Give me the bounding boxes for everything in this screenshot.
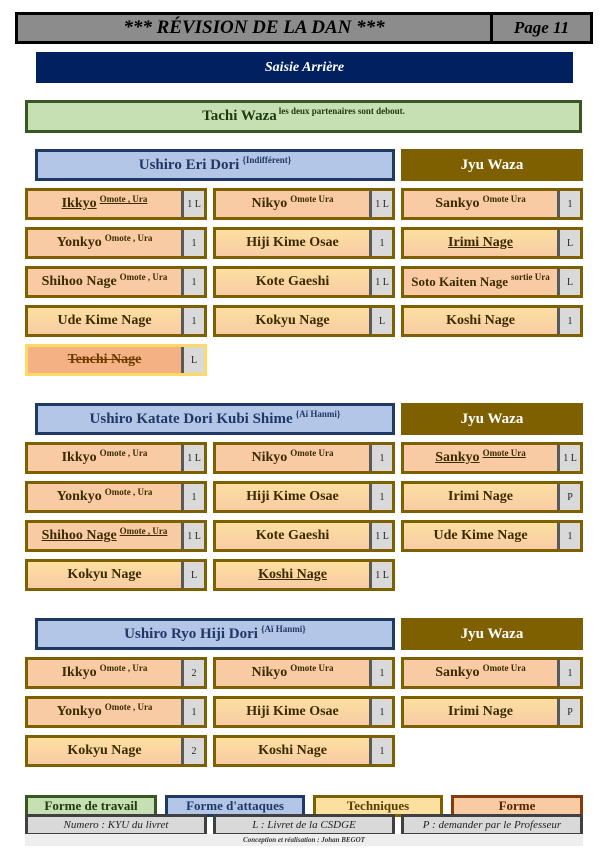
technique-tag: L <box>181 347 204 373</box>
technique-tag: 1 <box>181 484 204 510</box>
technique-tag: P <box>557 699 580 725</box>
technique-tag: L <box>557 230 580 256</box>
technique-cell <box>25 442 207 474</box>
technique-cell <box>213 305 395 337</box>
technique-name: Sankyo $^{Omote Ura}$ <box>404 445 557 471</box>
tachi-waza-banner <box>25 100 582 133</box>
technique-cell <box>401 227 583 259</box>
page-number: Page 11 <box>490 12 593 44</box>
note-livret: L : Livret de la CSDGE <box>213 814 395 836</box>
technique-tag: 1 L <box>181 523 204 549</box>
technique-cell <box>213 266 395 298</box>
technique-cell <box>25 735 207 767</box>
technique-cell <box>213 442 395 474</box>
technique-cell <box>401 481 583 513</box>
section-note: {Indifférent} <box>242 155 292 165</box>
technique-tag: 1 L <box>369 562 392 588</box>
technique-cell <box>213 520 395 552</box>
jyu-waza-header-1: Jyu Waza <box>401 149 583 181</box>
technique-cell <box>25 696 207 728</box>
technique-name: Soto Kaiten Nage $^{sortie Ura}$ <box>404 269 557 295</box>
technique-tag: 1 <box>557 523 580 549</box>
technique-cell <box>213 696 395 728</box>
technique-name: Sankyo $^{Omote Ura}$ <box>404 660 557 686</box>
technique-name: Kokyu Nage <box>28 562 181 588</box>
technique-cell <box>401 442 583 474</box>
technique-cell <box>25 188 207 220</box>
technique-tag: 1 <box>369 230 392 256</box>
jyu-waza-header-2: Jyu Waza <box>401 403 583 435</box>
technique-tag: 1 <box>369 660 392 686</box>
technique-tag: 1 L <box>181 445 204 471</box>
technique-name: Kote Gaeshi <box>216 269 369 295</box>
technique-cell <box>401 188 583 220</box>
technique-name: Irimi Nage <box>404 230 557 256</box>
technique-name: Yonkyo $^{Omote , Ura}$ <box>28 230 181 256</box>
technique-name: Irimi Nage <box>404 484 557 510</box>
technique-tag: 2 <box>181 738 204 764</box>
technique-tag: 1 <box>181 699 204 725</box>
legend-forme-attaques: Forme d'attaques <box>165 795 305 817</box>
technique-name: Nikyo $^{Omote Ura}$ <box>216 191 369 217</box>
technique-cell <box>213 735 395 767</box>
technique-name: Yonkyo $^{Omote , Ura}$ <box>28 699 181 725</box>
section-header-1 <box>35 149 395 181</box>
technique-cell <box>401 696 583 728</box>
technique-name: Ikkyo $^{Omote , Ura}$ <box>28 191 181 217</box>
tachi-label: Tachi Waza <box>202 108 277 124</box>
technique-tag: 1 <box>369 445 392 471</box>
technique-name: Ikkyo $^{Omote , Ura}$ <box>28 445 181 471</box>
technique-tag: 1 L <box>369 269 392 295</box>
technique-name: Kote Gaeshi <box>216 523 369 549</box>
technique-tag: 1 <box>181 269 204 295</box>
technique-name: Irimi Nage <box>404 699 557 725</box>
credit-line: Conception et réalisation : Johan BEGOT <box>25 834 583 846</box>
technique-cell <box>401 657 583 689</box>
technique-name: Koshi Nage <box>404 308 557 334</box>
technique-tag: 1 L <box>557 445 580 471</box>
technique-name: Hiji Kime Osae <box>216 484 369 510</box>
technique-tag: 1 L <box>369 191 392 217</box>
technique-cell <box>25 657 207 689</box>
technique-tag: 1 L <box>181 191 204 217</box>
technique-cell <box>25 481 207 513</box>
technique-name: Yonkyo $^{Omote , Ura}$ <box>28 484 181 510</box>
legend-forme-de-travail: Forme de travail <box>25 795 157 817</box>
legend-techniques: Techniques <box>313 795 443 817</box>
technique-name: Ude Kime Nage <box>404 523 557 549</box>
technique-cell <box>25 227 207 259</box>
technique-cell <box>213 188 395 220</box>
technique-tag: P <box>557 484 580 510</box>
technique-name: Kokyu Nage <box>216 308 369 334</box>
technique-tag: 1 <box>369 484 392 510</box>
section-note: {Aï Hanmi} <box>295 409 341 419</box>
technique-tag: 2 <box>181 660 204 686</box>
technique-cell <box>25 266 207 298</box>
jyu-waza-header-3: Jyu Waza <box>401 618 583 650</box>
section-header-3 <box>35 618 395 650</box>
technique-cell <box>401 266 583 298</box>
technique-cell <box>213 559 395 591</box>
technique-tag: 1 <box>557 660 580 686</box>
technique-name: Nikyo $^{Omote Ura}$ <box>216 445 369 471</box>
technique-name: Tenchi Nage <box>28 347 181 373</box>
technique-cell <box>213 657 395 689</box>
section-header-2 <box>35 403 395 435</box>
technique-name: Shihoo Nage $^{Omote , Ura}$ <box>28 269 181 295</box>
technique-cell <box>401 305 583 337</box>
legend-forme: Forme <box>451 795 583 817</box>
technique-name: Koshi Nage <box>216 562 369 588</box>
technique-name: Sankyo $^{Omote Ura}$ <box>404 191 557 217</box>
technique-name: Hiji Kime Osae <box>216 699 369 725</box>
technique-tag: 1 <box>181 308 204 334</box>
section-title: Ushiro Ryo Hiji Dori <box>124 625 258 642</box>
technique-cell-struck <box>25 344 207 376</box>
technique-tag: L <box>557 269 580 295</box>
technique-name: Kokyu Nage <box>28 738 181 764</box>
technique-name: Hiji Kime Osae <box>216 230 369 256</box>
technique-name: Koshi Nage <box>216 738 369 764</box>
technique-tag: 1 <box>557 308 580 334</box>
note-professeur: P : demander par le Professeur <box>401 814 583 836</box>
technique-tag: L <box>369 308 392 334</box>
technique-name: Shihoo Nage $^{Omote , Ura}$ <box>28 523 181 549</box>
technique-tag: L <box>181 562 204 588</box>
page-title: *** RÉVISION DE LA DAN *** <box>15 12 493 44</box>
technique-tag: 1 <box>369 738 392 764</box>
technique-tag: 1 L <box>369 523 392 549</box>
technique-cell <box>213 481 395 513</box>
note-numero: Numero : KYU du livret <box>25 814 207 836</box>
section-note: {Aï Hanmi} <box>260 624 306 634</box>
technique-cell <box>401 520 583 552</box>
subtitle-banner: Saisie Arrière <box>36 52 573 83</box>
technique-name: Ude Kime Nage <box>28 308 181 334</box>
technique-name: Nikyo $^{Omote Ura}$ <box>216 660 369 686</box>
technique-tag: 1 <box>557 191 580 217</box>
technique-name: Ikkyo $^{Omote , Ura}$ <box>28 660 181 686</box>
technique-cell <box>213 227 395 259</box>
technique-cell <box>25 559 207 591</box>
tachi-note: les deux partenaires sont debout. <box>278 105 405 116</box>
technique-cell <box>25 305 207 337</box>
section-title: Ushiro Eri Dori <box>138 156 240 173</box>
technique-tag: 1 <box>369 699 392 725</box>
technique-tag: 1 <box>181 230 204 256</box>
technique-cell <box>25 520 207 552</box>
section-title: Ushiro Katate Dori Kubi Shime <box>89 410 293 427</box>
